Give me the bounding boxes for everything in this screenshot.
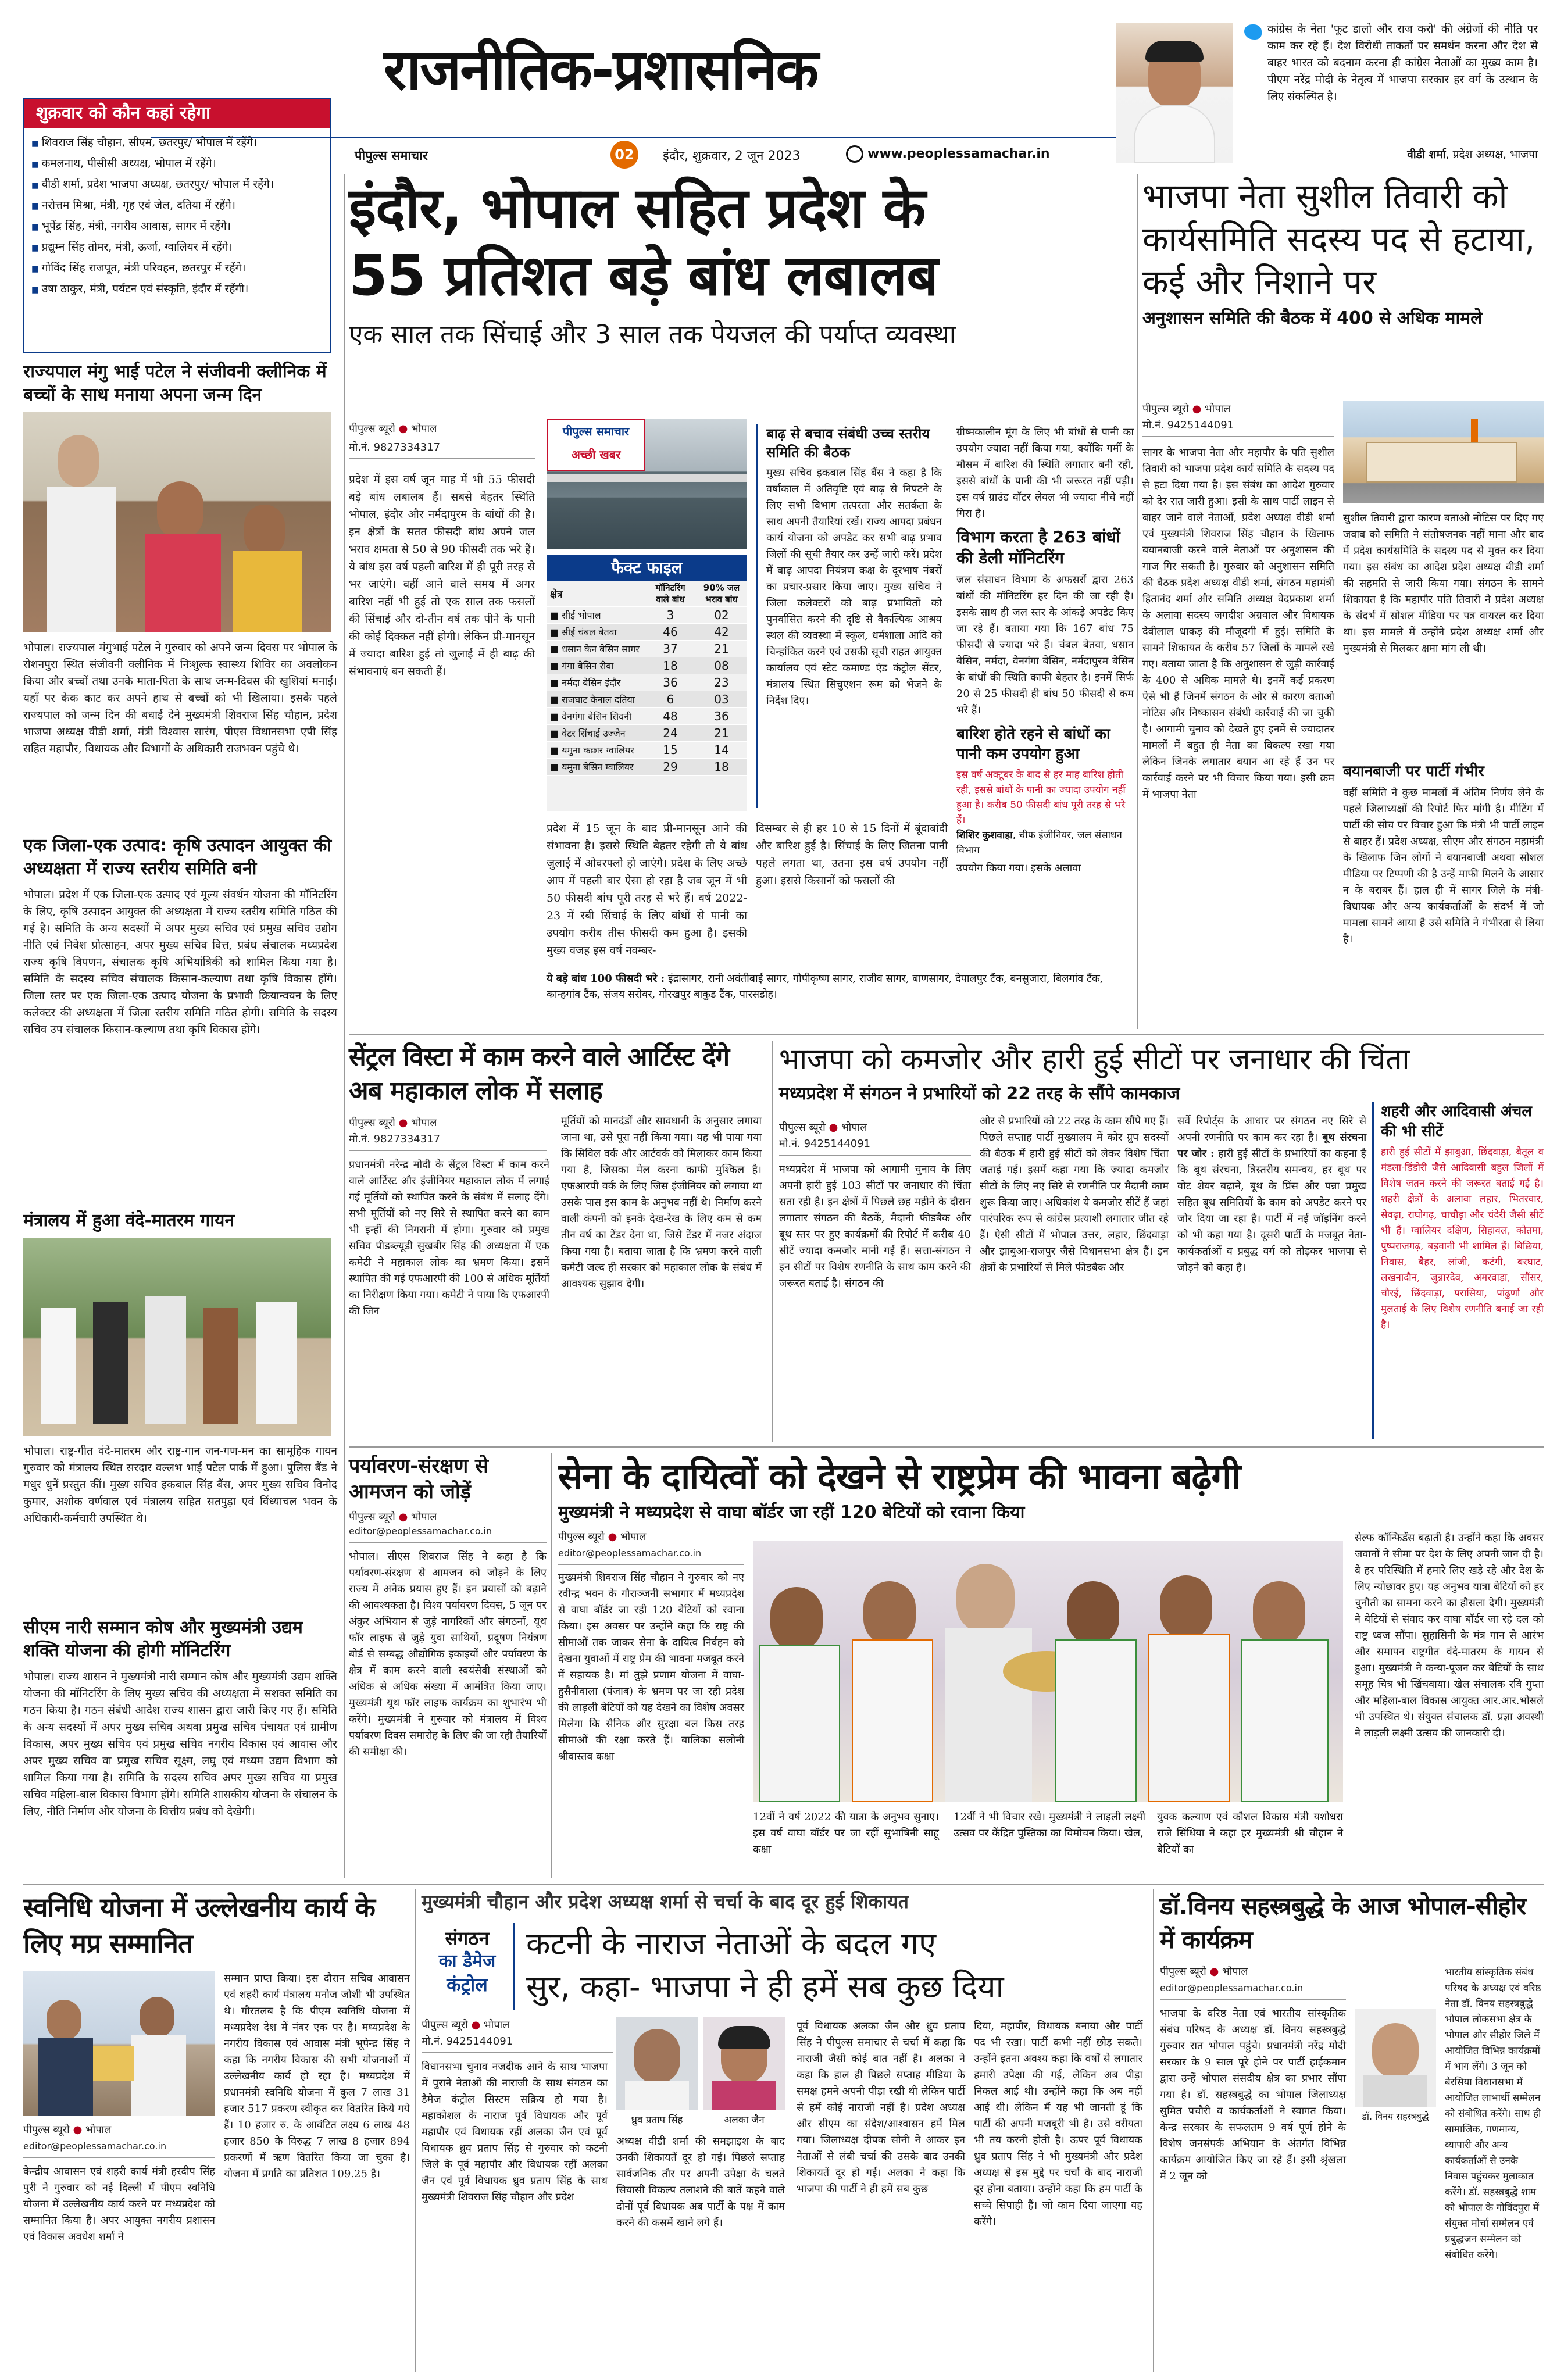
monitor-body: जल संसाधन विभाग के अफसरों द्वारा 263 बांधों की मॉनिटरिंग हर दिन की जा रही है। इसके साथ ही जल स्तर के आंकड़े अपडेट किए जा रहे हैं। बताया गया कि 167 बांध 75 फीसदी से ज्यादा भरे हैं। चंबल बेतवा, धसान बेसिन, नर्मदा, वेनगंगा बेसिन, नर्मदापुरम बेसिन के बांधों की स्थिति काफी बेहतर है। इनमें सिर्फ 20 से 25 फीसदी ही बांध 50 फीसदी से कम भरे हैं।: [956, 574, 1134, 716]
table-cell-region: ■ सीई भोपाल: [547, 607, 645, 624]
central-vista-story: [349, 1041, 767, 1442]
label-line-1: संगठन: [445, 1927, 490, 1949]
column-divider: [1153, 1889, 1154, 2372]
table-cell-region: ■ नर्मदा बेसिन इंदौर: [547, 674, 645, 691]
tiwari-sub2: बयानबाजी पर पार्टी गंभीर: [1343, 763, 1484, 780]
table-cell-region: ■ राजघाट कैनाल दतिया: [547, 691, 645, 708]
table-cell-value: 18: [645, 657, 696, 674]
dams-mobile: मो.नं. 9827334317: [349, 441, 535, 459]
rain-role: , चीफ इंजीनियर, जल संसाधन विभाग: [956, 830, 1122, 856]
label-line-2: का डैमेज: [438, 1951, 496, 1971]
tribal-box: [1372, 1102, 1544, 1439]
tiwari-headline: भाजपा नेता सुशील तिवारी को कार्यसमिति सदस्य पद से हटाया, कई और निशाने पर: [1142, 176, 1535, 302]
table-row: [547, 742, 747, 759]
dams-city: भोपाल: [411, 423, 437, 435]
rain-quote: इस वर्ष अक्टूबर के बाद से हर माह बारिश होती रही, इससे बांधों के पानी का ज्यादा उपयोग नहीं हुआ है। करीब 50 फीसदी बांध पूरी तरह से भरे हैं।: [956, 769, 1126, 826]
vandemataram-story: [23, 1209, 337, 1527]
rain-author: शिशिर कुशवाहा: [956, 830, 1013, 841]
katni-bureau: पीपुल्स ब्यूरो: [422, 2019, 468, 2031]
table-row: [547, 691, 747, 708]
column-divider: [1137, 174, 1138, 1029]
army-email: editor@peoplessamachar.co.in: [558, 1546, 744, 1565]
table-row: [547, 641, 747, 657]
agri-story: [23, 834, 337, 1038]
svanidhi-byline: पीपुल्स ब्यूरो ● भोपाल: [23, 2124, 112, 2136]
table-cell-value: 24: [645, 725, 696, 742]
dams-col2: प्रदेश में 15 जून के बाद प्री-मानसून आने की संभावना है। इससे स्थिति बेहतर रहेगी तो ये बांध जुलाई में ओवरफ्लो हो जाएंगे। प्रदेश के लिए अच्छे आप में पहली बार ऐसा हो रहा है जब जून में भी 50 फीसदी बांध पूरी तरह से भरे हैं। वर्ष 2022-23 में रबी सिंचाई के लिए बांधों से पानी का उपयोग करीब तीस फीसदी कम हुआ है। इसकी मुख्य वजह इस वर्ष नवम्बर-: [547, 822, 747, 957]
katni-col4: दिया, महापौर, विधायक बनाया और पार्टी पद भी रखा। पार्टी कभी नहीं छोड़ सकते। उन्होंने इतना अवश्य कहा कि वर्षों से लगातार हमारी उपेक्षा की गई, लेकिन अब पीड़ा निकल आई थी। उन्होंने कहा कि अब नहीं आई थी। लेकिन मैं यह भी जानती हूं कि पार्टी की अपनी मजबूरी भी है। उसे वरीयता भी तय करनी होती है। ऊपर पूर्व विधायक ध्रुव प्रताप सिंह ने भी मुख्यमंत्री और प्रदेश अध्यक्ष से इस मुद्दे पर चर्चा के बाद नाराजी दूर होना बताया। उन्होंने कहा कि हम पार्टी के सच्चे सिपाही हैं। जो काम दिया जाएगा वह करेंगे।: [974, 2020, 1142, 2228]
schedule-list: [24, 128, 330, 305]
quote-author: वीडी शर्मा: [1407, 148, 1446, 161]
paper-name: पीपुल्स समाचार: [355, 149, 428, 163]
fact-header: 90% जल भराव बांध: [696, 581, 747, 607]
env-bureau: पीपुल्स ब्यूरो: [349, 1511, 395, 1523]
svanidhi-headline: स्वनिधि योजना में उल्लेखनीय कार्य के लिए मप्र सम्मानित: [23, 1892, 376, 1959]
katni-headline-1: कटनी के नाराज नेताओं के बदल गए: [526, 1925, 936, 1962]
tiwari-story: [1142, 174, 1544, 1029]
alka-photo: [703, 2017, 785, 2110]
alka-caption: अलका जैन: [724, 2114, 765, 2126]
column-divider: [415, 1889, 416, 2372]
sb-col1: भाजपा के वरिष्ठ नेता एवं भारतीय सांस्कृतिक संबंध परिषद के अध्यक्ष डॉ. विनय सहस्त्रबुद्धे गुरुवार रात भोपाल पहुंचे। प्रधानमंत्री नरेंद्र मोदी सरकार के 9 साल पूरे होने पर पार्टी हाईकमान द्वारा उन्हें भोपाल संसदीय क्षेत्र का प्रभार सौंपा गया है। डॉ. सहस्त्रबुद्धे का भोपाल जिलाध्यक्ष सुमित पचौरी व कार्यकर्ताओं ने स्वागत किया। केन्द्र सरकार के सफलतम 9 वर्ष पूर्ण होने के विशेष जनसंपर्क अभियान के अंतर्गत विभिन्न कार्यक्रम आयोजित किए जा रहे हैं। इसी श्रृंखला में 2 जून को: [1160, 2007, 1346, 2182]
bjp-seats-story: [779, 1041, 1544, 1442]
column-divider: [772, 1041, 773, 1442]
vandemataram-photo: [23, 1238, 331, 1436]
governor-body: भोपाल। राज्यपाल मंगुभाई पटेल ने गुरुवार को अपने जन्म दिवस पर भोपाल के रोशनपुरा स्थित संजीवनी क्लीनिक में निःशुल्क स्वास्थ्य शिविर का अवलोकन किया और बच्चों तथा उनके माता-पिता के साथ जन्म-दिवस की खुशियां मनाईं। यहाँ पर केक काट कर अपने हाथ से बच्चों को भी खिलाया। इसके पहले राज्यपाल को जन्म दिन की बधाई देने मुख्यमंत्री शिवराज सिंह चौहान, प्रदेश भाजपा अध्यक्ष वीडी शर्मा, मंत्री विश्वास सारंग, पीएस विधानसभा एपी सिंह सहित महापौर, विधायक और विभागों के अधिकारी राजभवन पहुंचे थे।: [23, 641, 337, 755]
env-byline: पीपुल्स ब्यूरो ● भोपाल: [349, 1511, 437, 1523]
nari-body: भोपाल। राज्य शासन ने मुख्यमंत्री नारी सम्मान कोष और मुख्यमंत्री उद्यम शक्ति योजना की मॉनिटरिंग के लिए मुख्य सचिव की अध्यक्षता में सशक्त समिति का गठन किया है। गठन संबंधी आदेश राज्य शासन द्वारा जारी किए गए हैं। समिति के अन्य सदस्यों में अपर मुख्य सचिव अथवा प्रमुख सचिव पंचायत एवं ग्रामीण विकास, अपर मुख्य सचिव एवं प्रमुख सचिव नगरीय विकास एवं आवास और अपर मुख्य सचिव वा प्रमुख सचिव सूक्ष्म, लघु एवं मध्यम उद्यम विभाग को शामिल किया गया है। समिति के सदस्य सचिव अपर मुख्य सचिव या प्रमुख सचिव महिला-बाल विकास विभाग होंगे। समिति शासकीय योजना के संचालन के लिए, नीति निर्माण और योजना के वित्तीय प्रबंध को देखेगी।: [23, 1670, 337, 1818]
svanidhi-col1: केन्द्रीय आवासन एवं शहरी कार्य मंत्री हरदीप सिंह पुरी ने गुरुवार को नई दिल्ली में पीएम स्वनिधि योजना में उल्लेखनीय कार्य करने पर मध्यप्रदेश को सम्मानित किया है। अपर आयुक्त नगरीय प्रशासन एवं विकास अवधेश शर्मा ने: [23, 2165, 215, 2243]
fact-file-title: फैक्ट फाइल: [547, 555, 747, 581]
svanidhi-email: editor@peoplessamachar.co.in: [23, 2139, 215, 2158]
katni-col3: पूर्व विधायक अलका जैन और ध्रुव प्रताप सिंह ने पीपुल्स समाचार से चर्चा में कहा कि नाराजी जैसी कोई बात नहीं है। अलका ने कहा कि हाल ही पिछले सप्ताह मीडिया के समक्ष हमने अपनी पीड़ा रखी थी लेकिन पार्टी से हमें कोई नाराजी नहीं है। प्रदेश अध्यक्ष और सीएम का संदेश/आश्वासन हमें मिल गया। जिलाध्यक्ष दीपक सोनी ने आकर इन नेताओं से लंबी चर्चा की उसके बाद उनकी शिकायतें दूर हो गईं। अलका ने कहा कि भाजपा की पार्टी ने ही हमें सब कुछ: [797, 2020, 965, 2195]
svanidhi-city: भोपाल: [85, 2124, 112, 2136]
dams-col4-wrap: [956, 424, 1134, 877]
governor-story: [23, 360, 337, 757]
tiwari-col1: [1142, 445, 1334, 803]
globe-icon: [846, 145, 863, 163]
sb-city: भोपाल: [1222, 1966, 1248, 1978]
section-divider: [349, 1446, 1544, 1448]
table-row: [547, 624, 747, 641]
cv-city: भोपाल: [411, 1117, 437, 1129]
list-item: ■ प्रद्युम्न सिंह तोमर, मंत्री, ऊर्जा, ग्वालियर में रहेंगे।: [31, 237, 323, 258]
table-cell-value: 29: [645, 759, 696, 776]
tiwari-col1-b: गुरुवार को अनुशासन समिति की बैठक प्रदेश अध्यक्ष वीडी शर्मा, संगठन महामंत्री हितानंद शर्मा और समिति अध्यक्ष वेदप्रकाश शर्मा के अलावा सदस्य जगदीश अग्रवाल और विधायक देवीलाल धाकड़ की मौजूदगी में हुई। समिति के सामने शिकायत के करीब 57 जिलों के मामले रखे गए। बताया जाता है कि अनुशासन से जुड़ी कार्रवाई के 400 से अधिक मामले थे। इनमें कई प्रकरण ऐसे भी हैं जिनमें संगठन के ओर से कारण बताओ नोटिस और निष्कासन संबंधी कार्रवाई की जा चुकी है। आगामी चुनाव को देखते हुए इनमें से ज्यादातर मामलों में बहुत ही नेता का विकल्प रखा गया लेकिन जिनके लगातार बयान आ रहे हैं उन पर कार्रवाई करने पर भी विचार किया गया। इसी क्रम में भाजपा नेता: [1142, 560, 1334, 801]
fact-table: [547, 581, 747, 776]
army-photo: [753, 1541, 1343, 1802]
bjp-col2: ओर से प्रभारियों को 22 तरह के काम सौंपे गए हैं। पिछले सप्ताह पार्टी मुख्यालय में कोर ग्रुप सदस्यों की बैठक में हारी हुई सीटों को लेकर विशेष चिंता जताई गई। इसमें कहा गया कि ज्यादा कमजोर सीटों के लिए नए सिरे से रणनीति पर मैदानी काम शुरू किया जाए। अधिकांश ये कमजोर सीटें हैं जहां पारंपरिक रूप से कांग्रेस प्रत्याशी लगातार जीत रहे हैं। ऐसी सीटों में भोपाल उत्तर, लहार, छिंदवाड़ा और झाबुआ-राजपुर जैसे विधानसभा क्षेत्र हैं। इन क्षेत्रों के प्रभारियों से मिले फीडबैक और: [980, 1115, 1169, 1274]
bjp-byline: पीपुल्स ब्यूरो ● भोपाल: [779, 1121, 867, 1134]
table-cell-value: 03: [696, 691, 747, 708]
table-row: [547, 759, 747, 776]
dams-headline-2: 55 प्रतिशत बड़े बांध लबालब: [349, 243, 938, 308]
table-cell-value: 6: [645, 691, 696, 708]
bjp-col3-b: हारी हुई सीटों के प्रभारियों का कहना है कि बूथ संरचना, त्रिस्तरीय समन्वय, हर बूथ पर वोट शेयर बढ़ाने, बूथ के प्रिंस और पन्ना प्रमुख सहित बूथ समितियों के काम को अपडेट करने पर जोर दिया जा रहा है। पार्टी में नई जॉइनिंग करने को भी कहा गया है। दूसरी पार्टी के मजबूत नेता-कार्यकर्ताओं व प्रबुद्ध वर्ग को तोड़कर भाजपा से जोड़ने को कहा है।: [1177, 1148, 1366, 1274]
monitor-title: विभाग करता है 263 बांधों की डेली मॉनिटरिंग: [956, 527, 1120, 567]
table-cell-region: ■ गंगा बेसिन रीवा: [547, 657, 645, 674]
bjp-seats-headline: भाजपा को कमजोर और हारी हुई सीटों पर जनाधार की चिंता: [779, 1042, 1410, 1076]
sahasrabuddhe-photo: [1355, 2009, 1436, 2107]
bjp-col3-sub: बूथ संरचना पर जोर :: [1177, 1131, 1366, 1160]
sb-byline: पीपुल्स ब्यूरो ● भोपाल: [1160, 1966, 1248, 1978]
table-cell-value: 18: [696, 759, 747, 776]
schedule-title: शुक्रवार को कौन कहां रहेगा: [24, 99, 330, 128]
cv-col2: मूर्तियों को मानदंडों और सावधानी के अनुसार लगाया जाना था, उसे पूरा नहीं किया गया। यह भी पाया गया कि सिविल वर्क और आर्टवर्क को मिलाकर काम किया गया है, जिसका मेल करना काफी मुश्किल है। एफआरपी वर्क के लिए जिस इंजीनियर को लगाया था उसके पास इस काम के अनुभव नहीं थे। निर्माण करने वाली कंपनी को इनके देख-रेख के लिए कम से कम तीन वर्ष का टेंडर देना था, जिसे टेंडर में नजर अंदाज किया गया है। बताया जाता है कि भ्रमण करने वाली कमेटी जल्द ही सरकार को महाकाल लोक के संबंध में आवश्यक सुझाव देगी।: [561, 1115, 762, 1290]
env-city: भोपाल: [411, 1511, 437, 1523]
table-row: [547, 607, 747, 624]
cv-byline: पीपुल्स ब्यूरो ● भोपाल: [349, 1117, 437, 1129]
tiwari-col1-a: सागर के भाजपा नेता और महापौर के पति सुशील तिवारी को भाजपा प्रदेश कार्य समिति के सदस्य पद से हटा दिया गया है। इस संबंध का आदेश गुरुवार को देर रात जारी हुआ। इसी के साथ पार्टी लाइन से बाहर जाने वाले नेताओं, प्रदेश अध्यक्ष वीडी शर्मा एवं मुख्यमंत्री शिवराज सिंह चौहान के खिलाफ बयानबाजी करने वाले नेताओं पर अनुशासन की गाज गिर सकती है।: [1142, 446, 1334, 573]
cv-bureau: पीपुल्स ब्यूरो: [349, 1117, 395, 1129]
flood-body: मुख्य सचिव इकबाल सिंह बैंस ने कहा है कि वर्षाकाल में अतिवृष्टि एवं बाढ़ से निपटने के लिए सभी विभाग तत्परता और सतर्कता के साथ अपनी तैयारियां रखें। राज्य आपदा प्रबंधन कार्य योजना को अपडेट कर सभी बाढ़ प्रभाव जिलों की सूची तैयार कर उन्हें जारी करें। प्रदेश में बाढ़ आपदा नियंत्रण कक्ष के दूरभाष नंबरों का प्रचार-प्रसार किया जाए। मुख्य सचिव ने जिला कलेक्टरों को बाढ़ प्रभावितों को पुनर्वासित करने की दृष्टि से वैकल्पिक आश्रय स्थल की व्यवस्था में स्कूल, धर्मशाला आदि को चिन्हांकित करने एवं उसकी सूची राहत आयुक्त कार्यालय एवं स्टेट कमाण्ड एंड कंट्रोल सेंटर, मंत्रालय स्थित सिचुएशन रूम को भेजने के निर्देश दिए।: [766, 467, 942, 707]
table-cell-value: 14: [696, 742, 747, 759]
table-cell-value: 15: [645, 742, 696, 759]
table-cell-region: ■ यमुना कछार ग्वालियर: [547, 742, 645, 759]
full-dams-note: [547, 971, 1134, 1002]
list-item: ■ गोविंद सिंह राजपूत, मंत्री परिवहन, छतरपुर में रहेंगे।: [31, 258, 323, 279]
damage-control-label: [422, 1923, 515, 2010]
table-row: [547, 657, 747, 674]
nari-headline: सीएम नारी सम्मान कोष और मुख्यमंत्री उद्यम शक्ति योजना की होगी मॉनिटरिंग: [23, 1617, 303, 1661]
dams-bottom-text: दिसम्बर से ही हर 10 से 15 दिनों में बूंदाबांदी और बारिश हुई है। सिंचाई के लिए जितना पानी पहले लगता था, उतना इस वर्ष उपयोग नहीं हुआ। इससे किसानों को फसलों की: [756, 822, 948, 887]
sb-col2: भारतीय सांस्कृतिक संबंध परिषद के अध्यक्ष एवं वरिष्ठ नेता डॉ. विनय सहस्त्रबुद्धे भोपाल लोकसभा क्षेत्र के भोपाल और सीहोर जिले में आयोजित विभिन्न कार्यक्रमों में भाग लेंगे। 3 जून को बैरसिया विधानसभा में आयोजित लाभार्थी सम्मेलन को संबोधित करेंगे। साथ ही सामाजिक, गणमान्य, व्यापारी और अन्य कार्यकर्ताओं से उनके निवास पहुंचकर मुलाकात करेंगे। डॉ. सहस्त्रबुद्धे शाम को भोपाल के गोविंदपुरा में संयुक्त मोर्चा सम्मेलन एवं प्रबुद्धजन सम्मेलन को संबोधित करेंगे।: [1445, 1967, 1541, 2261]
badge-paper: पीपुल्स समाचार: [562, 424, 630, 438]
army-byline: पीपुल्स ब्यूरो ● भोपाल: [558, 1531, 647, 1543]
agri-body: भोपाल। प्रदेश में एक जिला-एक उत्पाद एवं मूल्य संवर्धन योजना की मॉनिटरिंग के लिए, कृषि उत्पादन आयुक्त की अध्यक्षता में राज्य स्तरीय समिति गठित की गई है। समिति के अन्य सदस्यों में अपर मुख्य सचिव एवं प्रमुख सचिव उद्योग नीति एवं निवेश प्रोत्साहन, अपर मुख्य सचिव वित्त, प्रबंध संचालक मध्यप्रदेश राज्य कृषि विपणन, संचालक कृषि अभियांत्रिकी को शामिल किया गया है। समिति के सदस्य सचिव संचालक किसान-कल्याण तथा कृषि विकास होंगे। जिला स्तर पर एक जिला-एक उत्पाद योजना के प्रभावी क्रियान्वयन के लिए कलेक्टर की अध्यक्षता में जिला स्तरीय समिति गठित होगी। समिति के सदस्य सचिव उप संचालक किसान-कल्याण तथा कृषि विकास होंगे।: [23, 888, 337, 1036]
environment-headline: पर्यावरण-संरक्षण से आमजन को जोड़ें: [349, 1455, 489, 1503]
army-caption-c: युवक कल्याण एवं कौशल विकास मंत्री यशोधरा राजे सिंधिया ने कहा हर मुख्यमंत्री श्री चौहान ने बेटियों का: [1157, 1811, 1343, 1856]
table-cell-value: 3: [645, 607, 696, 624]
tribal-title: शहरी और आदिवासी अंचल की भी सीटें: [1381, 1103, 1532, 1140]
fact-header: क्षेत्र: [547, 581, 645, 607]
bjp-city: भोपाल: [841, 1121, 867, 1134]
tiwari-subheadline: अनुशासन समिति की बैठक में 400 से अधिक मामले: [1142, 308, 1483, 328]
table-cell-value: 42: [696, 624, 747, 641]
bjp-bureau: पीपुल्स ब्यूरो: [779, 1121, 826, 1134]
army-city: भोपाल: [620, 1531, 647, 1543]
fact-table-body: [547, 607, 747, 776]
vandemataram-headline: मंत्रालय में हुआ वंदे-मातरम गायन: [23, 1210, 235, 1231]
table-cell-value: 46: [645, 624, 696, 641]
list-item: ■ शिवराज सिंह चौहान, सीएम, छतरपुर/ भोपाल में रहेंगे।: [31, 133, 323, 153]
army-caption-a: 12वीं ने वर्ष 2022 की यात्रा के अनुभव सुनाए। इस वर्ष वाघा बॉर्डर पर जा रहीं सुभाषिनी साहू कक्षा: [753, 1811, 939, 1856]
svanidhi-photo: [23, 1971, 215, 2116]
dateline: इंदौर, शुक्रवार, 2 जून 2023: [663, 149, 801, 163]
section-divider: [23, 1884, 1544, 1885]
katni-city: भोपाल: [484, 2019, 510, 2031]
section-title: राजनीतिक-प्रशासनिक: [384, 37, 818, 102]
column-divider: [551, 1453, 552, 1878]
dams-byline: पीपुल्स ब्यूरो ● भोपाल: [349, 423, 437, 435]
table-cell-region: ■ धसान केन बेसिन सागर: [547, 641, 645, 657]
central-vista-headline: सेंट्रल विस्टा में काम करने वाले आर्टिस्ट देंगे अब महाकाल लोक में सलाह: [349, 1042, 730, 1106]
full-dams-label: ये बड़े बांध 100 फीसदी भरे :: [547, 973, 665, 985]
sahasrabuddhe-photo-caption: डॉ. विनय सहस्त्रबुद्धे: [1362, 2111, 1429, 2122]
env-body: भोपाल। सीएस शिवराज सिंह ने कहा है कि पर्यावरण-संरक्षण से आमजन को जोड़ने के लिए राज्य में अनेक प्रयास हुए हैं। इन प्रयासों को बढ़ाने की आवश्यकता है। विश्व पर्यावरण दिवस, 5 जून पर अंकुर अभियान से जुड़े नागरिकों और संगठनों, यूथ फॉर लाइफ से जुड़े युवा साथियों, प्रदूषण नियंत्रण बोर्ड से सम्बद्ध औद्योगिक इकाइयों और पर्यावरण के क्षेत्र में काम करने वाली स्वयंसेवी संस्थाओं को अधिक से अधिक संख्या में आमंत्रित किया जाए। मुख्यमंत्री यूथ फॉर लाइफ कार्यक्रम का शुभारंभ भी करेंगे। मुख्यमंत्री ने गुरुवार को मंत्रालय में विश्व पर्यावरण दिवस समारोह के लिए की जा रही तैयारियों की समीक्षा की।: [349, 1550, 547, 1758]
governor-photo: [23, 412, 331, 632]
bjp-office-photo: [1343, 401, 1544, 503]
katni-headline-2: सुर, कहा- भाजपा ने ही हमें सब कुछ दिया: [526, 1968, 1004, 2005]
table-cell-value: 36: [696, 708, 747, 725]
katni-byline: पीपुल्स ब्यूरो ● भोपाल: [422, 2019, 510, 2031]
army-col3: सेल्फ कॉन्फिडेंस बढ़ाती है। उन्होंने कहा कि अवसर जवानों ने सीमा पर देश के लिए अपनी जान दी है। वे हर परिस्थिति में हमारे लिए खड़े रहे और देश के लिए न्योछावर हुए। यह अनुभव यात्रा बेटियों को हर चुनौती का सामना करने का हौसला देगी। मुख्यमंत्री ने बेटियों से संवाद कर वाघा बॉर्डर जा रहे दल को राष्ट्र ध्वज सौंपा। सुहासिनी के मंत्र गान से आरंभ और समापन राष्ट्रगीत वंदे-मातरम के गायन से हुआ। मुख्यमंत्री ने कन्या-पूजन कर बेटियों के साथ समूह चित्र भी खिंचवाया। खेल संचालक रवि गुप्ता और महिला-बाल विकास आयुक्त आर.आर.भोसले भी उपस्थित थे। संयुक्त संचालक डॉ. प्रज्ञा अवस्थी ने लाड़ली लक्ष्मी उत्सव की जानकारी दी।: [1355, 1532, 1544, 1739]
list-item: ■ भूपेंद्र सिंह, मंत्री, नगरीय आवास, सागर में रहेंगे।: [31, 216, 323, 237]
schedule-box: [23, 98, 331, 353]
bjp-seats-subheadline: मध्यप्रदेश में संगठन ने प्रभारियों को 22 तरह के सौंपे कामकाज: [779, 1084, 1180, 1104]
table-cell-value: 21: [696, 641, 747, 657]
table-cell-value: 21: [696, 725, 747, 742]
army-bureau: पीपुल्स ब्यूरो: [558, 1531, 605, 1543]
tiwari-mobile: मो.नं. 9425144091: [1142, 419, 1334, 437]
dams-bottom: [756, 820, 948, 889]
katni-mobile: मो.नं. 9425144091: [422, 2035, 613, 2053]
badge-tag: अच्छी खबर: [571, 448, 621, 462]
cv-col1: प्रधानमंत्री नरेन्द्र मोदी के सेंट्रल विस्टा में काम करने वाले आर्टिस्ट और इंजीनियर महाकाल लोक में लगाई गई मूर्तियों को स्थापित करने के संबंध में सलाह देंगे। सभी मूर्तियों को नए सिरे से स्थापित करने का काम भी इन्हीं की निगरानी में होगा। गुरुवार को प्रमुख सचिव पीडब्ल्यूडी सुखबीर सिंह की अध्यक्षता में एक कमेटी ने महाकाल लोक का भ्रमण किया। इसमें स्थापित की गई एफआरपी की 100 से अधिक मूर्तियों का निरीक्षण किया गया। कमेटी ने पाया कि एफआरपी की जिन: [349, 1159, 549, 1317]
bjp-col1: मध्यप्रदेश में भाजपा को आगामी चुनाव के लिए अपनी हारी हुई 103 सीटों पर जनाधार की चिंता सता रही है। इन क्षेत्रों में पिछले छह महीने के दौरान लगातार संगठन की बैठकें, मैदानी फीडबैक और बूथ स्तर पर हुए कार्यक्रमों की रिपोर्ट में करीब 40 सीटें ज्यादा कमजोर मानी गई हैं। सत्ता-संगठन ने इन सीटों पर विशेष रणनीति के साथ काम करने की जरूरत बताई है। संगठन की: [779, 1163, 971, 1289]
katni-kicker: मुख्यमंत्री चौहान और प्रदेश अध्यक्ष शर्मा से चर्चा के बाद दूर हुई शिकायत: [422, 1891, 909, 1913]
dams-headline-1: इंदौर, भोपाल सहित प्रदेश के: [349, 176, 926, 241]
sb-bureau: पीपुल्स ब्यूरो: [1160, 1966, 1206, 1978]
table-cell-value: 36: [645, 674, 696, 691]
tiwari-bureau: पीपुल्स ब्यूरो: [1142, 403, 1189, 415]
table-cell-region: ■ यमुना बेसिन ग्वालियर: [547, 759, 645, 776]
fact-header: मॉनिटरिंग वाले बांध: [645, 581, 696, 607]
bjp-col3: [1177, 1113, 1366, 1276]
bjp-col3-a: सर्वे रिपोर्ट्स के आधार पर संगठन नए सिरे से अपनी रणनीति पर काम कर रहा है।: [1177, 1115, 1366, 1143]
table-cell-value: 08: [696, 657, 747, 674]
table-cell-region: ■ वेटर सिंचाई उज्जैन: [547, 725, 645, 742]
governor-headline: राज्यपाल मंगु भाई पटेल ने संजीवनी क्लीनिक में बच्चों के साथ मनाया अपना जन्म दिन: [23, 362, 327, 405]
twitter-icon: [1244, 24, 1262, 40]
army-subheadline: मुख्यमंत्री ने मध्यप्रदेश से वाघा बॉर्डर जा रहीं 120 बेटियों को रवाना किया: [558, 1502, 1025, 1523]
tiwari-byline: पीपुल्स ब्यूरो ● भोपाल: [1142, 403, 1231, 415]
tribal-body: हारी हुई सीटों में झाबुआ, छिंदवाड़ा, बैतूल व मंडला-डिंडोरी जैसे आदिवासी बहुल जिलों में विशेष जतन करने की जरूरत बताई गई है। शहरी क्षेत्रों के अलावा लहार, भितरवार, सेवढ़ा, राघोगढ़, चाचौड़ा और चंदेरी जैसी सीटें भी हैं। ग्वालियर दक्षिण, सिहावल, कोतमा, पुष्पराजगढ़, बड़वानी भी शामिल हैं। बिछिया, निवास, बैहर, लांजी, कटंगी, बरघाट, लखनादौन, जुन्नारदेव, अमरवाड़ा, सौंसर, चौरई, छिंदवाड़ा, परासिया, पांढुर्णा और मुलताई के लिए विशेष रणनीति बनाई जा रही है।: [1381, 1146, 1544, 1331]
table-row: [547, 725, 747, 742]
quote-attribution: [1267, 146, 1538, 162]
table-cell-value: 48: [645, 708, 696, 725]
quote-text: कांग्रेस के नेता 'फूट डालो और राज करो' की अंग्रेजों की नीति पर काम कर रहे हैं। देश विरोधी ताकतों पर समर्थन करना और देश से बाहर भारत को बदनाम करना ही कांग्रेस नेताओं का मुख्य काम है। पीएम नरेंद्र मोदी के नेतृत्व में भाजपा सरकार हर वर्ग के उत्थान के लिए संकल्पित है।: [1267, 23, 1538, 103]
svanidhi-story: [23, 1889, 410, 2372]
table-cell-value: 23: [696, 674, 747, 691]
army-caption-b: 12वीं ने भी विचार रखे। मुख्यमंत्री ने लाड़ली लक्ष्मी उत्सव पर केंद्रित पुस्तिका का विमोचन किया। खेल,: [954, 1811, 1145, 1839]
tiwari-city: भोपाल: [1205, 403, 1231, 415]
sahasrabuddhe-headline: डॉ.विनय सहस्त्रबुद्धे के आज भोपाल-सीहोर में कार्यक्रम: [1160, 1892, 1526, 1954]
dam-photo: [547, 419, 747, 549]
bjp-mobile: मो.नं. 9425144091: [779, 1137, 971, 1156]
army-col1: मुख्यमंत्री शिवराज सिंह चौहान ने गुरुवार को नए रवीन्द्र भवन के गौराञ्जनी सभागार में मध्यप्रदेश से वाघा बॉर्डर जा रही 120 बेटियों को रवाना किया। इस अवसर पर उन्होंने कहा कि राष्ट्र की सीमाओं तक जाकर सेना के दायित्व निर्वहन को देखना युवाओं में राष्ट्र प्रेम की भावना मजबूत करने में सहायक है। मां तुझे प्रणाम योजना में वाघा-हुसैनीवाला (पंजाब) के भ्रमण पर जा रही प्रदेश की लाड़ली बेटियों को यह देखने का विशेष अवसर मिलेगा कि सैनिक और सुरक्षा बल किस तरह सीमाओं की रक्षा करते हैं। बालिका सलोनी श्रीवास्तव कक्षा: [558, 1571, 744, 1763]
table-cell-value: 37: [645, 641, 696, 657]
page-number: 02: [610, 141, 638, 169]
sb-email: editor@peoplessamachar.co.in: [1160, 1981, 1346, 2000]
cv-mobile: मो.नं. 9827334317: [349, 1132, 547, 1151]
full-dams-list: इंद्रासागर, रानी अवंतीबाई सागर, गोपीकृष्ण सागर, राजीव सागर, बाणसागर, देपालपुर टैंक, बनसुजारा, बिलगांव टैंक, कान्हगांव टैंक, संजय सरोवर, गोरखपुर बाकुड टैंक, पारसडोह।: [547, 973, 1104, 1000]
list-item: ■ वीडी शर्मा, प्रदेश भाजपा अध्यक्ष, छतरपुर/ भोपाल में रहेंगे।: [31, 174, 323, 195]
army-headline: सेना के दायित्वों को देखने से राष्ट्रप्रेम की भावना बढ़ेगी: [558, 1455, 1241, 1498]
fact-file: [547, 555, 747, 811]
agri-headline: एक जिला-एक उत्पाद: कृषि उत्पादन आयुक्त की अध्यक्षता में राज्य स्तरीय समिति बनी: [23, 835, 332, 879]
table-row: [547, 674, 747, 691]
table-row: [547, 708, 747, 725]
dams-bottom-2: उपयोग किया गया। इसके अलावा: [956, 862, 1081, 874]
label-line-3: कंट्रोल: [447, 1974, 488, 1996]
list-item: ■ कमलनाथ, पीसीसी अध्यक्ष, भोपाल में रहेंगे।: [31, 153, 323, 174]
tiwari-col2b: वहीं समिति ने कुछ मामलों में अंतिम निर्णय लेने के पहले जिलाध्यक्षों की रिपोर्ट फिर मांगी है। मीटिंग में पार्टी की सोच पर विचार हुआ कि मंत्री भी पार्टी लाइन से बाहर हैं। प्रदेश अध्यक्ष, सीएम और संगठन महामंत्री के खिलाफ जिन लोगों ने बयानबाजी अथवा सोशल मीडिया पर टिप्पणी की है उन्हें माफी मिलने के आसार न के बराबर हैं। हाल ही में सागर जिले के मंत्री-विधायक और अन्य कार्यकर्ताओं के संदर्भ में जो मामला सामने आया है उसे समिति ने गंभीरता से लिया है।: [1343, 787, 1544, 945]
table-cell-value: 02: [696, 607, 747, 624]
sahasrabuddhe-story: [1160, 1889, 1544, 2372]
dams-story: [349, 174, 1134, 1029]
dhruv-caption: ध्रुव प्रताप सिंह: [631, 2114, 683, 2126]
svanidhi-col2: सम्मान प्राप्त किया। इस दौरान सचिव आवासन एवं शहरी कार्य मंत्रालय मनोज जोशी भी उपस्थित थे। गौरतलब है कि पीएम स्वनिधि योजना में मध्यप्रदेश देश में नंबर एक पर है। मध्यप्रदेश के नगरीय विकास एवं आवास मंत्री भूपेन्द्र सिंह ने कहा कि नगरीय विकास की सभी योजनाओं में उल्लेखनीय कार्य हो रहा है। मध्यप्रदेश में प्रधानमंत्री स्वनिधि योजना में कुल 7 लाख 31 हजार 517 प्रकरण स्वीकृत कर वितरित किये गये हैं। 10 हजार रु. के आवंटित लक्ष्य 6 लाख 48 हजार 850 के विरुद्ध 7 लाख 8 हजार 894 प्रकरणों में ऋण वितरित किया जा चुका है। योजना में प्रगति का प्रतिशत 109.25 है।: [224, 1972, 410, 2180]
column-divider: [344, 174, 345, 1878]
website-link[interactable]: www.peoplessamachar.in: [867, 146, 1050, 161]
list-item: ■ नरोत्तम मिश्रा, मंत्री, गृह एवं जेल, दतिया में रहेंगे।: [31, 195, 323, 216]
good-news-badge: [547, 419, 645, 471]
nari-story: [23, 1616, 337, 1820]
dhruv-photo: [616, 2017, 698, 2110]
flood-title: बाढ़ से बचाव संबंधी उच्च स्तरीय समिति की बैठक: [766, 426, 930, 460]
katni-col2: अध्यक्ष वीडी शर्मा की समझाइश के बाद उनकी शिकायतें दूर हो गई। पिछले सप्ताह सार्वजनिक तौर पर अपनी उपेक्षा के चलते सियासी विकल्प तलाशने की बातें कहने वाले दोनों पूर्व विधायक अब पार्टी के पक्ष में काम करने की कसमें खाने लगे हैं।: [616, 2135, 785, 2229]
table-cell-region: ■ सीई चंबल बेतवा: [547, 624, 645, 641]
vandemataram-body: भोपाल। राष्ट्र-गीत वंदे-मातरम और राष्ट्र-गान जन-गण-मन का सामूहिक गायन गुरुवार को मंत्रालय स्थित सरदार वल्लभ भाई पटेल पार्क में हुआ। पुलिस बैंड ने मधुर धुनें प्रस्तुत कीं। मुख्य सचिव इकबाल सिंह बैंस, अपर मुख्य सचिव विनोद कुमार, अशोक वर्णवाल एवं मंत्रालय सहित सतपुड़ा एवं विंध्याचल भवन के अधिकारी-कर्मचारी उपस्थित थे।: [23, 1445, 337, 1525]
list-item: ■ उषा ठाकुर, मंत्री, पर्यटन एवं संस्कृति, इंदौर में रहेंगी।: [31, 279, 323, 300]
rain-title: बारिश होते रहने से बांधों का पानी कम उपयोग हुआ: [956, 726, 1110, 763]
dams-bureau: पीपुल्स ब्यूरो: [349, 423, 395, 435]
army-story: [558, 1453, 1544, 1878]
env-email: editor@peoplessamachar.co.in: [349, 1524, 547, 1543]
dams-col4: ग्रीष्मकालीन मूंग के लिए भी बांधों से पानी का उपयोग ज्यादा नहीं किया गया, क्योंकि गर्मी के मौसम में बारिश की स्थिति लगातार बनी रही, इससे बांधों के पानी की भी जरूरत नहीं पड़ी। इस वर्ष ग्राउंड वॉटर लेवल भी ज्यादा नीचे नहीं गिरा है।: [956, 426, 1134, 520]
flood-box: [756, 424, 942, 808]
quote-portrait: [1116, 23, 1233, 163]
quote-author-role: , प्रदेश अध्यक्ष, भाजपा: [1445, 148, 1538, 161]
quote-box: [1116, 17, 1541, 163]
environment-story: [349, 1453, 547, 1878]
katni-story: [422, 1889, 1148, 2372]
dams-subheadline: एक साल तक सिंचाई और 3 साल तक पेयजल की पर्याप्त व्यवस्था: [349, 320, 956, 349]
katni-col1: विधानसभा चुनाव नजदीक आने के साथ भाजपा में पुराने नेताओं की नाराजी के साथ संगठन का डैमेज कंट्रोल सिस्टम सक्रिय हो गया है। महाकोशल के नाराज पूर्व विधायक और पूर्व महापौर एवं विधायक रहीं अलका जैन एवं पूर्व विधायक ध्रुव प्रताप सिंह से गुरुवार को कटनी जिले के पूर्व महापौर और विधायक रहीं अलका जैन एवं पूर्व विधायक ध्रुव प्रताप सिंह के साथ मुख्यमंत्री शिवराज सिंह चौहान और प्रदेश: [422, 2061, 608, 2203]
dams-col1: प्रदेश में इस वर्ष जून माह में भी 55 फीसदी बड़े बांध लबालब हैं। सबसे बेहतर स्थिति भोपाल, इंदौर और नर्मदापुरम के बांधों की है। इन क्षेत्रों के सतत फीसदी बांध अपने जल भराव क्षमता से 50 से 90 फीसदी तक भरे हैं। ये बांध इस वर्ष पहली बारिश में ही पूरी तरह से भर जाएंगे। वहीं आने वाले समय में अगर बारिश नहीं भी हुई तो एक साल तक फसलों की सिंचाई और दो-तीन वर्ष तक पीने के पानी की कोई दिक्कत नहीं होगी। लेकिन प्री-मानसून में ज्यादा बारिश हुई तो जुलाई में ही बाढ़ की संभावनाएं बन सकती हैं।: [349, 473, 535, 678]
table-cell-region: ■ वेनगंगा बेसिन सिवनी: [547, 708, 645, 725]
section-divider: [349, 1034, 1544, 1035]
rain-attribution: [956, 828, 1134, 858]
tiwari-col2: सुशील तिवारी द्वारा कारण बताओ नोटिस पर दिए गए जवाब को समिति ने संतोषजनक नहीं माना और बाद में प्रदेश कार्यसमिति के सदस्य पद से मुक्त कर दिया गया। इस संबंध का आदेश प्रदेश अध्यक्ष वीडी शर्मा की सहमति से जारी किया गया। संगठन के सामने शिकायत है कि महापौर पति तिवारी ने प्रदेश अध्यक्ष के संदर्भ में सोशल मीडिया पर पत्र वायरल कर दिया था। इस मामले में उन्होंने प्रदेश अध्यक्ष शर्मा और मुख्यमंत्री से मिलकर क्षमा मांग ली थी।: [1343, 512, 1544, 655]
svanidhi-bureau: पीपुल्स ब्यूरो: [23, 2124, 70, 2136]
